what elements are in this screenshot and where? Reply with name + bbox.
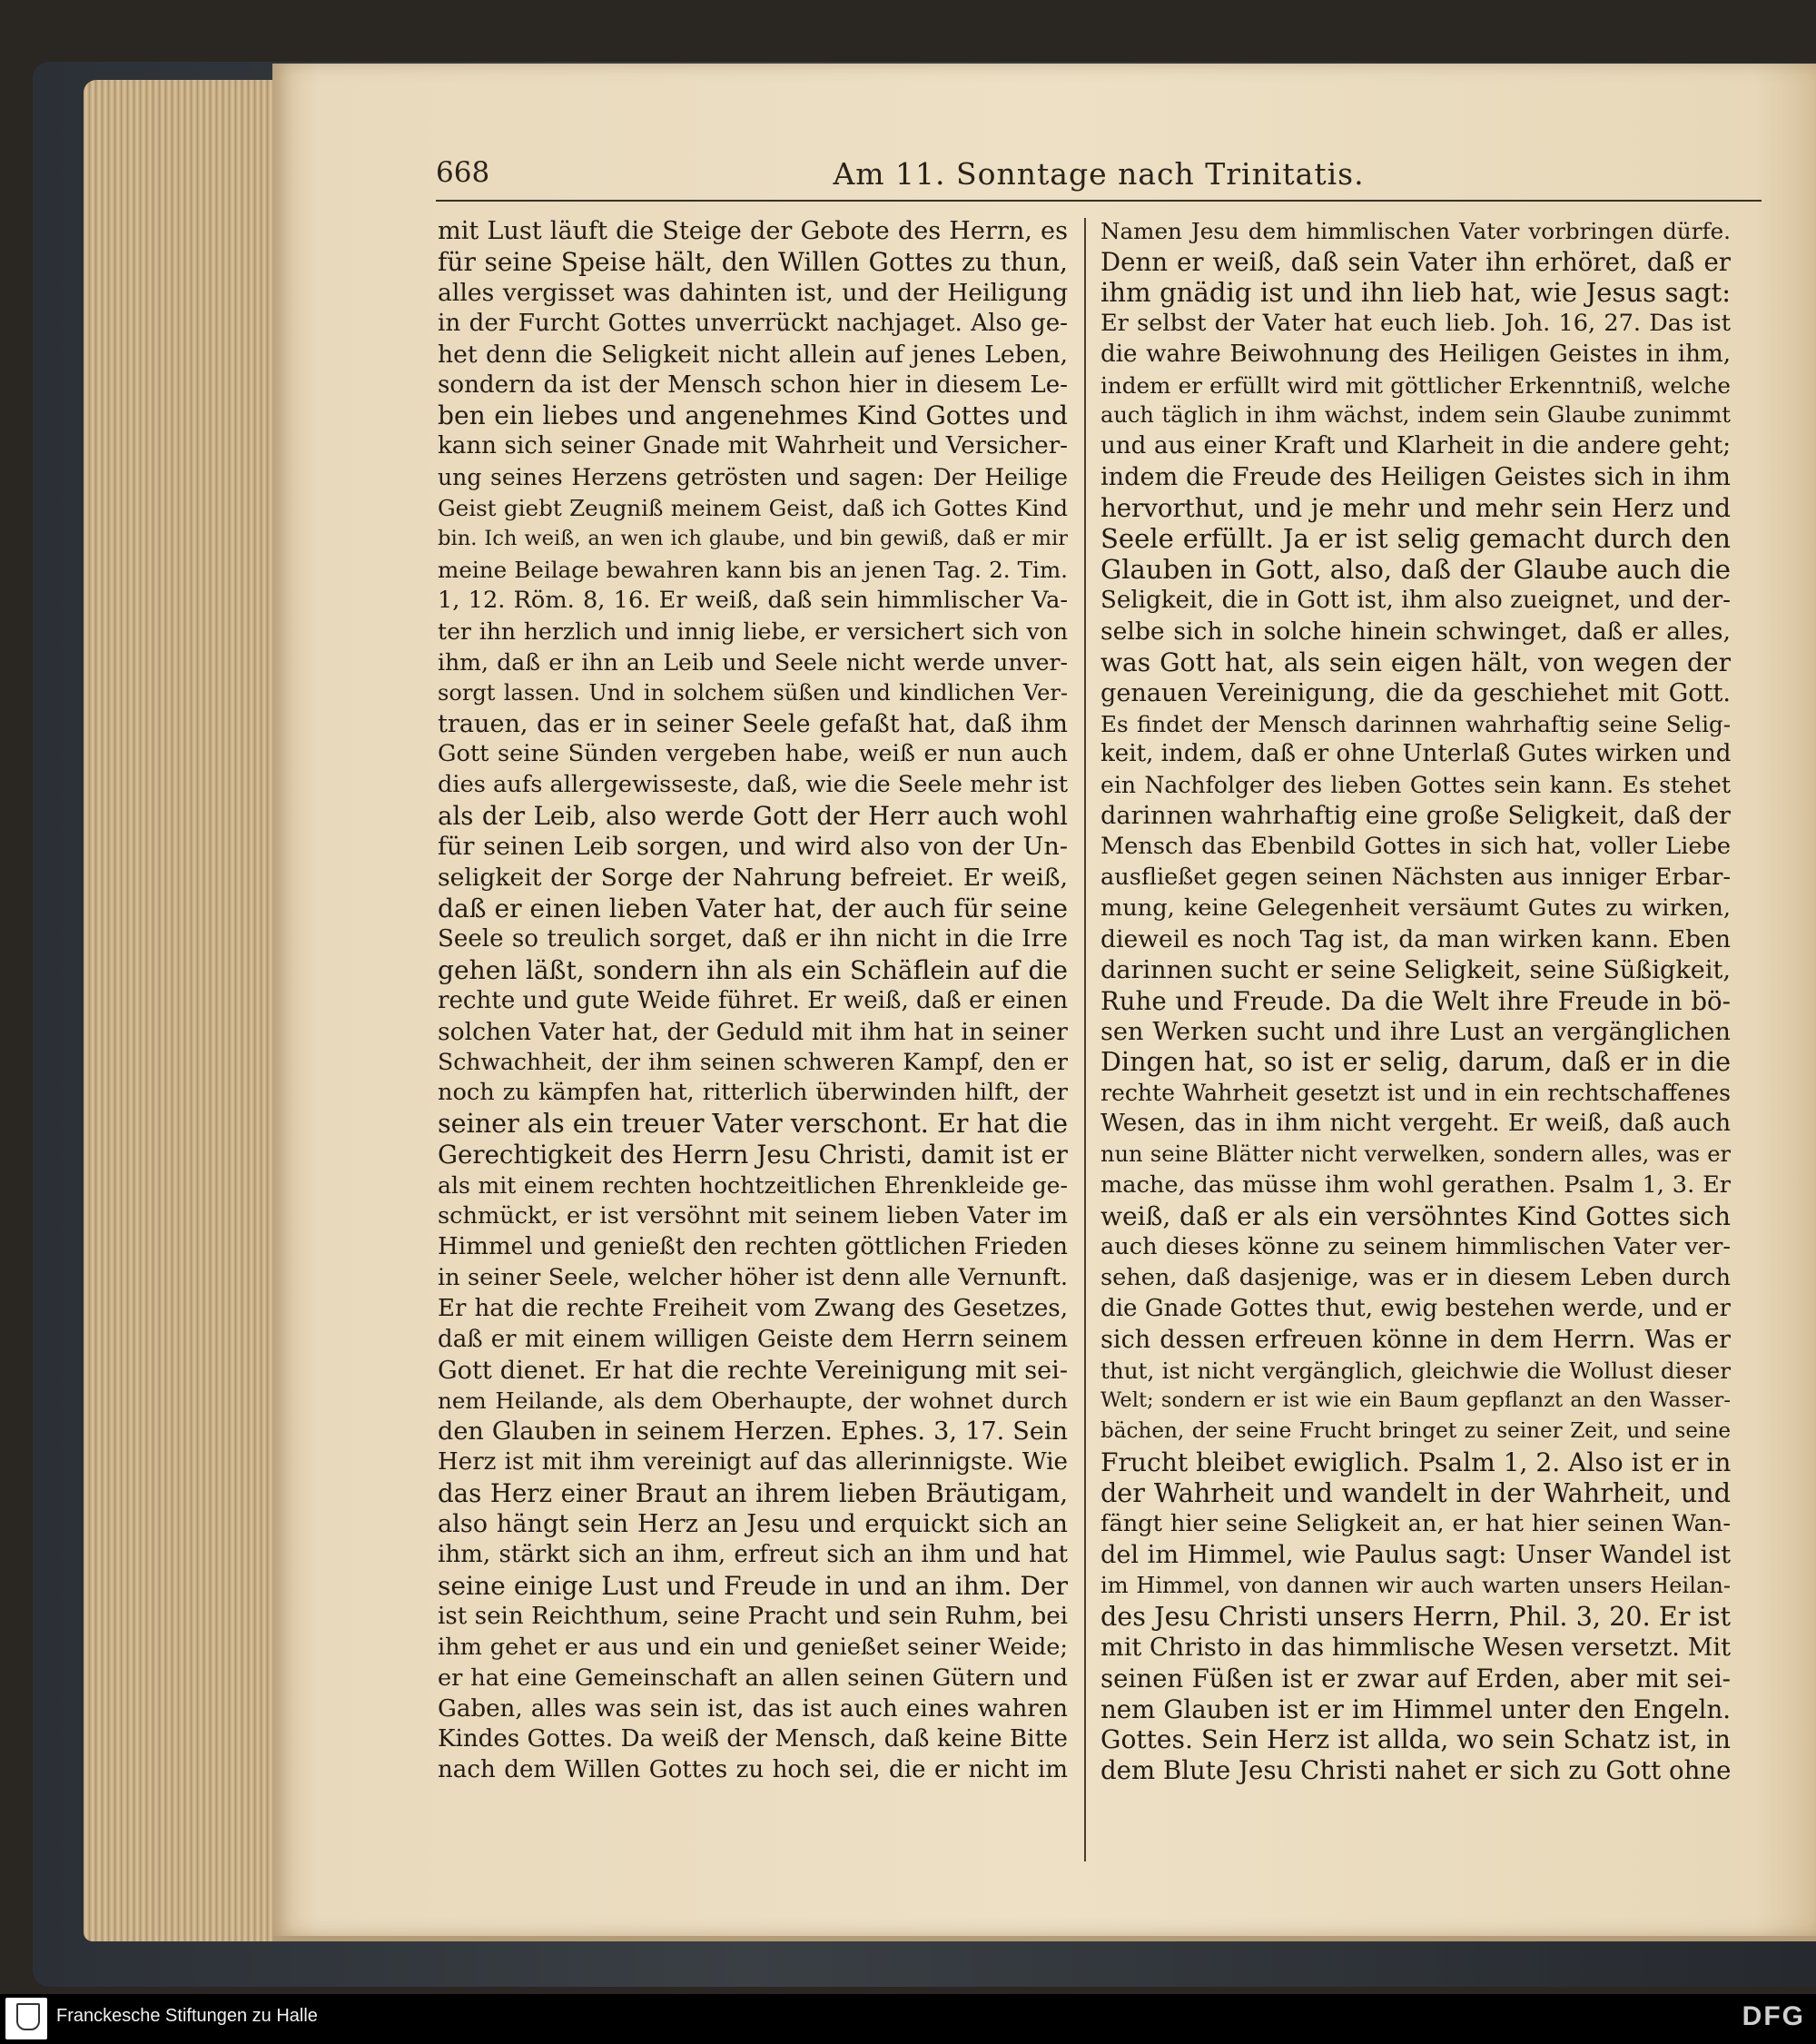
page-number: 668: [436, 156, 490, 189]
text-line: Seele erfüllt. Ja er ist selig gemacht durch den: [1100, 524, 1731, 555]
text-line: Es findet der Mensch darinnen wahrhaftig seine Selig-: [1100, 710, 1731, 737]
text-line: in seiner Seele, welcher höher ist denn alle Vernunft.: [438, 1263, 1068, 1291]
header-rule: [436, 200, 1762, 202]
text-line: Mensch das Ebenbild Gottes in sich hat, voller Liebe: [1100, 833, 1731, 861]
text-line: dem Blute Jesu Christi nahet er sich zu Gott ohne: [1100, 1755, 1731, 1786]
text-line: sich dessen erfreuen könne in dem Herrn. Was er: [1100, 1325, 1731, 1354]
text-line: die wahre Beiwohnung des Heiligen Geistes in ihm,: [1100, 340, 1731, 368]
text-line: nach dem Willen Gottes zu hoch sei, die er nicht im: [438, 1756, 1068, 1784]
text-line: het denn die Seligkeit nicht allein auf jenes Leben,: [438, 340, 1068, 369]
text-line: Glauben in Gott, also, daß der Glaube auch die: [1100, 554, 1731, 585]
text-line: alles vergisset was dahinten ist, und der Heiligung: [438, 278, 1068, 307]
text-line: mache, das müsse ihm wohl gerathen. Psalm 1, 3. Er: [1100, 1171, 1731, 1200]
book-page: [272, 64, 1816, 1936]
text-line: kann sich seiner Gnade mit Wahrheit und Versicher-: [438, 432, 1068, 460]
text-line: indem er erfüllt wird mit göttlicher Erkenntniß, welche: [1100, 371, 1731, 399]
text-line: dieweil es noch Tag ist, da man wirken kann. Eben: [1100, 924, 1731, 953]
text-line: im Himmel, von dannen wir auch warten unsers Heilan-: [1100, 1572, 1731, 1598]
text-line: gehen läßt, sondern ihn als ein Schäflein auf die: [438, 954, 1068, 985]
text-line: nem Heilande, als dem Oberhaupte, der wohnet durch: [438, 1387, 1068, 1415]
page-bottom-edge: [272, 1936, 1816, 1941]
text-line: mit Christo in das himmlische Wesen versetzt. Mit: [1100, 1633, 1731, 1662]
dfg-badge: DFG: [1742, 2001, 1805, 2031]
text-line: als mit einem rechten hochtzeitlichen Ehrenkleide ge-: [438, 1172, 1068, 1200]
text-line: sorgt lassen. Und in solchem süßen und kindlichen Ver-: [438, 679, 1068, 706]
text-line: also hängt sein Herz an Jesu und erquickt sich an: [438, 1510, 1068, 1539]
text-line: den Glauben in seinem Herzen. Ephes. 3, 17. Sein: [438, 1417, 1068, 1447]
text-line: ihm gehet er aus und ein und genießet seiner Weide;: [438, 1633, 1068, 1661]
text-line: Seligkeit, die in Gott ist, ihm also zueignet, und der-: [1100, 586, 1731, 614]
text-line: Schwachheit, der ihm seinen schweren Kampf, den er: [438, 1049, 1068, 1076]
text-line: selbe sich in solche hinein schwinget, daß er alles,: [1100, 617, 1731, 646]
text-line: bin. Ich weiß, an wen ich glaube, und bin gewiß, daß er mir: [438, 527, 1068, 551]
text-line: darinnen sucht er seine Seligkeit, seine Süßigkeit,: [1100, 955, 1731, 984]
text-line: nem Glauben ist er im Himmel unter den Engeln.: [1100, 1693, 1731, 1724]
logo-mark: [16, 2003, 40, 2030]
text-line: Er hat die rechte Freiheit vom Zwang des Gesetzes,: [438, 1294, 1068, 1322]
text-line: meine Beilage bewahren kann bis an jenen Tag. 2. Tim.: [438, 556, 1068, 583]
text-line: Kindes Gottes. Da weiß der Mensch, daß keine Bitte: [438, 1725, 1068, 1753]
text-line: hervorthut, und je mehr und mehr sein Herz und: [1100, 493, 1731, 524]
text-line: Er selbst der Vater hat euch lieb. Joh. 16, 27. Das ist: [1100, 309, 1731, 337]
text-line: als der Leib, also werde Gott der Herr auch wohl: [438, 801, 1068, 832]
text-line: nun seine Blätter nicht verwelken, sondern alles, was er: [1100, 1141, 1731, 1168]
right-text-column: [1100, 216, 1731, 1878]
text-line: seiner als ein treuer Vater verschont. Er hat die: [438, 1109, 1068, 1140]
text-line: keit, indem, daß er ohne Unterlaß Gutes wirken und: [1100, 740, 1731, 768]
text-line: in der Furcht Gottes unverrückt nachjaget. Also ge-: [438, 309, 1068, 337]
running-title: Am 11. Sonntage nach Trinitatis.: [833, 156, 1365, 192]
text-line: ihm, stärkt sich an ihm, erfreut sich an ihm und hat: [438, 1540, 1068, 1568]
text-line: er hat eine Gemeinschaft an allen seinen Gütern und: [438, 1664, 1068, 1692]
text-line: und aus einer Kraft und Klarheit in die andere geht;: [1100, 432, 1731, 460]
text-line: seinen Füßen ist er zwar auf Erden, aber mit sei-: [1100, 1663, 1731, 1693]
text-line: fängt hier seine Seligkeit an, er hat hier seinen Wan-: [1100, 1510, 1731, 1538]
text-line: weiß, daß er als ein versöhntes Kind Gottes sich: [1100, 1201, 1731, 1231]
text-line: genauen Vereinigung, die da geschiehet mit Gott.: [1100, 678, 1731, 707]
text-line: darinnen wahrhaftig eine große Seligkeit, daß der: [1100, 802, 1731, 831]
text-line: daß er mit einem willigen Geiste dem Herrn seinem: [438, 1325, 1068, 1353]
text-line: ist sein Reichthum, seine Pracht und sein Ruhm, bei: [438, 1602, 1068, 1630]
text-line: ein Nachfolger des lieben Gottes sein kann. Es stehet: [1100, 772, 1731, 799]
text-line: Dingen hat, so ist er selig, darum, daß er in die: [1100, 1047, 1731, 1078]
text-line: Wesen, das in ihm nicht vergeht. Er weiß, daß auch: [1100, 1110, 1731, 1138]
text-line: schmückt, er ist versöhnt mit seinem lieben Vater im: [438, 1202, 1068, 1229]
text-line: für seinen Leib sorgen, und wird also von der Un-: [438, 833, 1068, 862]
text-line: des Jesu Christi unsers Herrn, Phil. 3, 20. Er ist: [1100, 1601, 1731, 1632]
text-line: Frucht bleibet ewiglich. Psalm 1, 2. Also ist er in: [1100, 1447, 1731, 1478]
text-line: Welt; sondern er ist wie ein Baum gepflanzt an den Wasser-: [1100, 1388, 1731, 1413]
text-line: ihm, daß er ihn an Leib und Seele nicht werde unver-: [438, 648, 1068, 676]
text-line: Himmel und genießt den rechten göttlichen Frieden: [438, 1232, 1068, 1260]
text-line: sen Werken sucht und ihre Lust an vergänglichen: [1100, 1017, 1731, 1046]
text-line: indem die Freude des Heiligen Geistes sich in ihm: [1100, 463, 1731, 492]
text-line: Gott seine Sünden vergeben habe, weiß er nun auch: [438, 740, 1068, 768]
text-line: seine einige Lust und Freude in und an ihm. Der: [438, 1570, 1068, 1601]
text-line: thut, ist nicht vergänglich, gleichwie die Wollust dieser: [1100, 1357, 1731, 1384]
text-line: Gaben, alles was sein ist, das ist auch eines wahren: [438, 1694, 1068, 1723]
text-line: das Herz einer Braut an ihrem lieben Bräutigam,: [438, 1478, 1068, 1509]
text-line: ung seines Herzens getrösten und sagen: Der Heilige: [438, 464, 1068, 491]
page-edges: [84, 80, 281, 1941]
text-line: mit Lust läuft die Steige der Gebote des Herrn, es: [438, 217, 1068, 245]
text-line: der Wahrheit und wandelt in der Wahrheit, und: [1100, 1478, 1731, 1509]
text-line: Gottes. Sein Herz ist allda, wo sein Schatz ist, in: [1100, 1724, 1731, 1755]
text-line: noch zu kämpfen hat, ritterlich überwinden hilft, der: [438, 1079, 1068, 1107]
column-divider: [1084, 218, 1086, 1861]
viewer-footer: [0, 1994, 1816, 2044]
francke-foundation-logo-icon: [5, 1998, 47, 2039]
text-line: für seine Speise hält, den Willen Gottes zu thun,: [438, 246, 1068, 277]
text-line: del im Himmel, wie Paulus sagt: Unser Wandel ist: [1100, 1540, 1731, 1569]
text-line: Ruhe und Freude. Da die Welt ihre Freude in bö-: [1100, 985, 1731, 1016]
text-line: Denn er weiß, daß sein Vater ihn erhöret, daß er: [1100, 246, 1731, 277]
page-header: [436, 156, 1762, 211]
text-line: seligkeit der Sorge der Nahrung befreiet. Er weiß,: [438, 864, 1068, 893]
text-line: Gott dienet. Er hat die rechte Vereinigung mit sei-: [438, 1356, 1068, 1385]
text-line: die Gnade Gottes thut, ewig bestehen werde, und er: [1100, 1294, 1731, 1322]
text-line: sondern da ist der Mensch schon hier in diesem Le-: [438, 370, 1068, 399]
text-line: rechte Wahrheit gesetzt ist und in ein rechtschaffenes: [1100, 1080, 1731, 1107]
text-line: Gerechtigkeit des Herrn Jesu Christi, damit ist er: [438, 1140, 1068, 1170]
text-line: Geist giebt Zeugniß meinem Geist, daß ich Gottes Kind: [438, 495, 1068, 522]
text-line: trauen, das er in seiner Seele gefaßt hat, daß ihm: [438, 709, 1068, 738]
text-line: Namen Jesu dem himmlischen Vater vorbringen dürfe.: [1100, 218, 1731, 244]
text-line: sehen, daß dasjenige, was er in diesem Leben durch: [1100, 1263, 1731, 1291]
text-line: auch täglich in ihm wächst, indem sein Glaube zunimmt: [1100, 402, 1731, 429]
text-line: solchen Vater hat, der Geduld mit ihm hat in seiner: [438, 1017, 1068, 1046]
text-line: ihm gnädig ist und ihn lieb hat, wie Jesus sagt:: [1100, 277, 1731, 308]
text-line: ben ein liebes und angenehmes Kind Gottes und: [438, 400, 1068, 431]
text-line: auch dieses könne zu seinem himmlischen Vater ver-: [1100, 1232, 1731, 1260]
text-line: daß er einen lieben Vater hat, der auch für seine: [438, 893, 1068, 923]
text-line: was Gott hat, als sein eigen hält, von wegen der: [1100, 647, 1731, 677]
text-line: bächen, der seine Frucht bringet zu seiner Zeit, und seine: [1100, 1419, 1731, 1444]
institution-name: Franckesche Stiftungen zu Halle: [56, 2006, 318, 2026]
text-line: ausfließet gegen seinen Nächsten aus inniger Erbar-: [1100, 864, 1731, 892]
left-text-column: [438, 216, 1068, 1878]
text-line: mung, keine Gelegenheit versäumt Gutes zu wirken,: [1100, 894, 1731, 922]
text-line: rechte und gute Weide führet. Er weiß, daß er einen: [438, 986, 1068, 1014]
text-line: ter ihn herzlich und innig liebe, er versichert sich von: [438, 617, 1068, 645]
text-line: Herz ist mit ihm vereinigt auf das allerinnigste. Wie: [438, 1448, 1068, 1476]
text-line: 1, 12. Röm. 8, 16. Er weiß, daß sein himmlischer Va-: [438, 586, 1068, 614]
text-line: Seele so treulich sorget, daß er ihn nicht in die Irre: [438, 924, 1068, 953]
text-line: dies aufs allergewisseste, daß, wie die Seele mehr ist: [438, 771, 1068, 799]
